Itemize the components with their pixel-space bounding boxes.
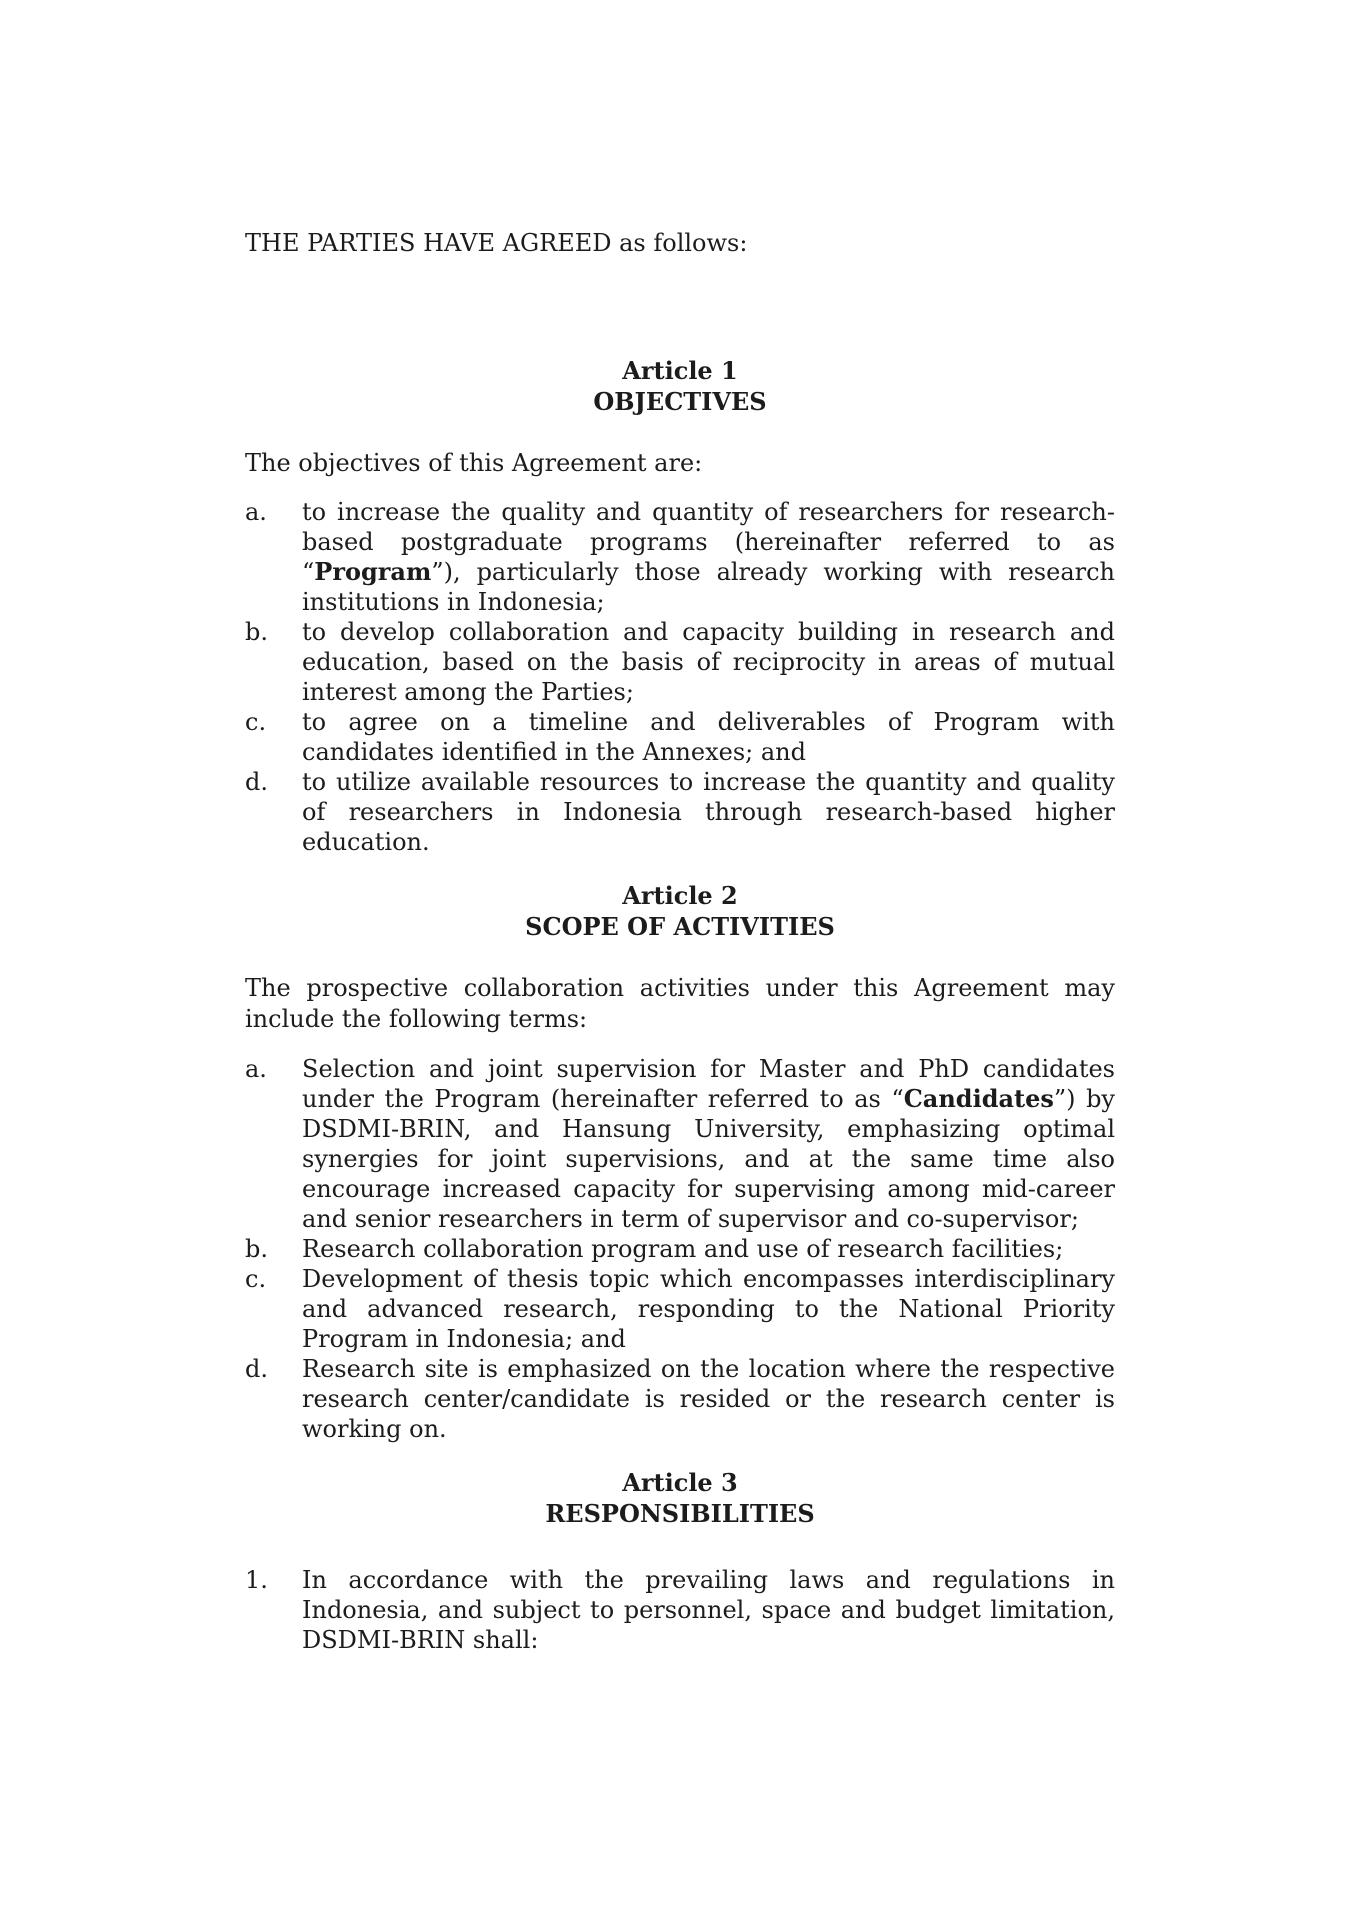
- article-2-list: [245, 1054, 1115, 1444]
- list-item: a. to increase the quality and quantity of researchers for research-based postgraduate programs (hereinafter referred to as “Program”), particularly those already working with research institutions in Indonesia;: [245, 498, 1115, 616]
- article-1-title: OBJECTIVES: [593, 387, 767, 416]
- list-item: d. to utilize available resources to increase the quantity and quality of researchers in Indonesia through research-based higher education.: [245, 768, 1115, 856]
- list-marker: 1.: [245, 1566, 268, 1594]
- article-3-number: Article 3: [622, 1468, 738, 1497]
- list-item: b. Research collaboration program and use of research facilities;: [245, 1235, 1064, 1263]
- list-item: c. Development of thesis topic which encompasses interdisciplinary and advanced research, responding to the National Priority Program in Indonesia; and: [245, 1265, 1115, 1353]
- intro-text: THE PARTIES HAVE AGREED as follows:: [245, 229, 748, 257]
- list-item: 1. In accordance with the prevailing laws and regulations in Indonesia, and subject to personnel, space and budget limitation, DSDMI-BRIN shall:: [245, 1566, 1115, 1654]
- article-3-list: [245, 1565, 1115, 1655]
- article-1-lead: The objectives of this Agreement are:: [245, 449, 703, 477]
- list-marker: b.: [245, 618, 268, 646]
- list-item: a. Selection and joint supervision for Master and PhD candidates under the Program (hereinafter referred to as “Candidates”) by DSDMI-BRIN, and Hansung University, emphasizing optimal synergies for joint supervisions, and at the same time also encourage increased capacity for supervising among mid-career and senior researchers in term of supervisor and co-supervisor;: [245, 1055, 1115, 1233]
- article-1-list: [245, 497, 1115, 857]
- article-2-number: Article 2: [622, 881, 738, 910]
- article-1-number: Article 1: [622, 356, 738, 385]
- defined-term-candidates: Candidates: [903, 1084, 1054, 1113]
- article-2-title: SCOPE OF ACTIVITIES: [525, 912, 835, 941]
- list-marker: d.: [245, 1355, 268, 1383]
- list-marker: a.: [245, 1055, 267, 1083]
- article-2-heading: [245, 880, 1115, 942]
- article-3-title: RESPONSIBILITIES: [545, 1499, 815, 1528]
- list-item: b. to develop collaboration and capacity building in research and education, based on the basis of reciprocity in areas of mutual interest among the Parties;: [245, 618, 1115, 706]
- list-marker: c.: [245, 708, 267, 736]
- list-marker: b.: [245, 1235, 268, 1263]
- defined-term-program: Program: [314, 557, 432, 586]
- article-3-heading: [245, 1467, 1115, 1529]
- list-marker: c.: [245, 1265, 267, 1293]
- article-1-heading: [245, 355, 1115, 417]
- article-2-lead: The prospective collaboration activities under this Agreement may include the following terms:: [245, 974, 1115, 1033]
- list-item: d. Research site is emphasized on the location where the respective research center/candidate is resided or the research center is working on.: [245, 1355, 1115, 1443]
- list-item: c. to agree on a timeline and deliverables of Program with candidates identified in the Annexes; and: [245, 708, 1115, 766]
- list-marker: a.: [245, 498, 267, 526]
- list-marker: d.: [245, 768, 268, 796]
